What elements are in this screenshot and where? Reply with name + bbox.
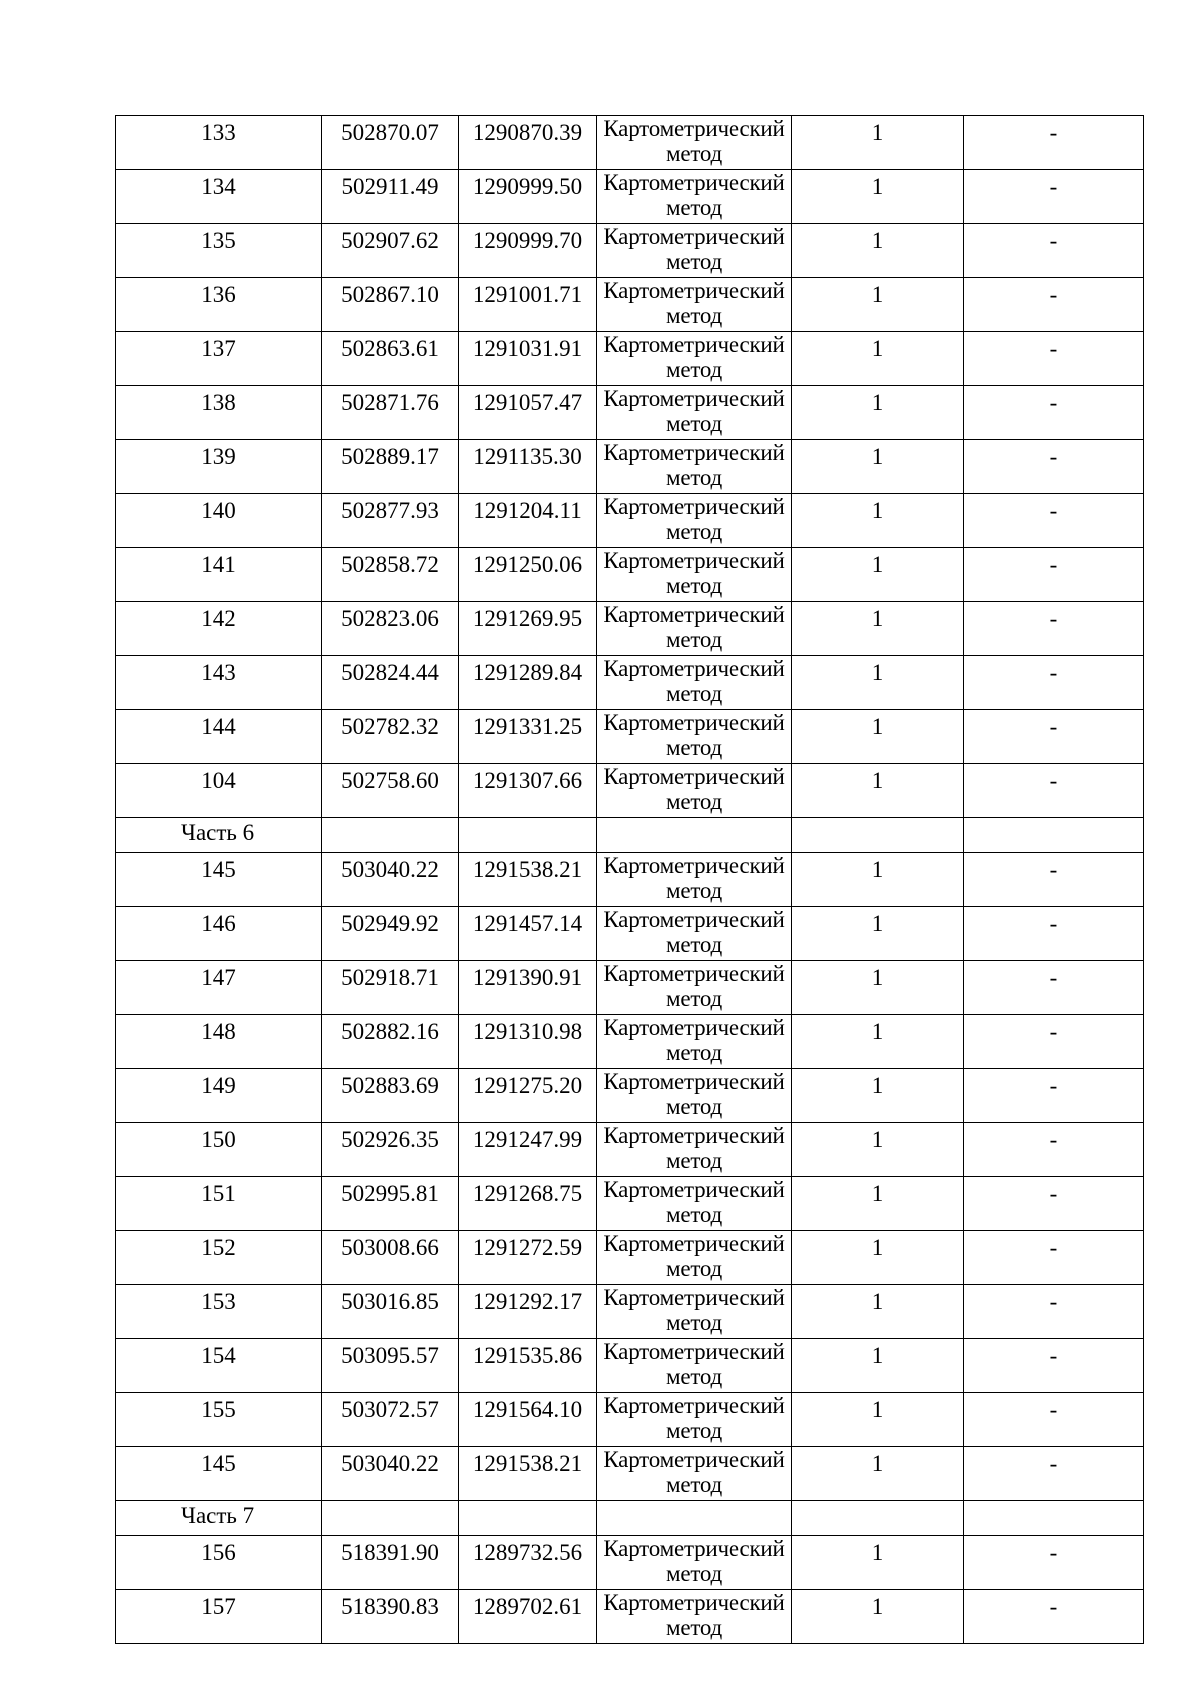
method-line-2: метод (665, 932, 723, 957)
coord-x-cell: 502758.60 (322, 764, 459, 818)
accuracy-cell: 1 (792, 764, 964, 818)
description-cell: - (964, 386, 1144, 440)
coord-y-cell: 1291292.17 (459, 1285, 597, 1339)
table-row (116, 224, 1144, 278)
section-header-row (116, 1501, 1144, 1536)
point-number-cell: 104 (116, 764, 322, 818)
coord-y-cell: 1291564.10 (459, 1393, 597, 1447)
point-number-cell: 147 (116, 961, 322, 1015)
accuracy-cell: 1 (792, 1447, 964, 1501)
method-cell (597, 278, 792, 332)
coord-y-cell: 1291001.71 (459, 278, 597, 332)
method-cell (597, 1339, 792, 1393)
description-cell: - (964, 764, 1144, 818)
method-line-1: Картометрический (603, 1393, 785, 1418)
method-line-1: Картометрический (603, 710, 785, 735)
section-label: Часть 6 (116, 818, 322, 853)
accuracy-cell: 1 (792, 1285, 964, 1339)
description-cell: - (964, 853, 1144, 907)
table-row (116, 907, 1144, 961)
empty-cell (322, 1501, 459, 1536)
description-cell: - (964, 1015, 1144, 1069)
method-cell (597, 656, 792, 710)
description-cell: - (964, 1590, 1144, 1644)
method-line-1: Картометрический (603, 853, 785, 878)
coord-x-cell: 502782.32 (322, 710, 459, 764)
method-line-1: Картометрический (603, 170, 785, 195)
coord-y-cell: 1291272.59 (459, 1231, 597, 1285)
method-line-2: метод (665, 1094, 723, 1119)
accuracy-cell: 1 (792, 1069, 964, 1123)
accuracy-cell: 1 (792, 853, 964, 907)
point-number-cell: 136 (116, 278, 322, 332)
table-row (116, 494, 1144, 548)
coord-y-cell: 1291269.95 (459, 602, 597, 656)
point-number-cell: 133 (116, 116, 322, 170)
table-row (116, 278, 1144, 332)
table-row (116, 1393, 1144, 1447)
method-line-2: метод (665, 357, 723, 382)
coord-y-cell: 1291031.91 (459, 332, 597, 386)
coord-x-cell: 503095.57 (322, 1339, 459, 1393)
description-cell: - (964, 278, 1144, 332)
method-cell (597, 853, 792, 907)
method-line-2: метод (665, 681, 723, 706)
point-number-cell: 152 (116, 1231, 322, 1285)
point-number-cell: 151 (116, 1177, 322, 1231)
coord-x-cell: 503072.57 (322, 1393, 459, 1447)
method-line-1: Картометрический (603, 278, 785, 303)
point-number-cell: 134 (116, 170, 322, 224)
accuracy-cell: 1 (792, 278, 964, 332)
coord-x-cell: 502871.76 (322, 386, 459, 440)
coord-y-cell: 1291538.21 (459, 853, 597, 907)
method-line-1: Картометрический (603, 656, 785, 681)
method-line-2: метод (665, 986, 723, 1011)
method-line-1: Картометрический (603, 1015, 785, 1040)
coord-y-cell: 1291275.20 (459, 1069, 597, 1123)
description-cell: - (964, 1231, 1144, 1285)
point-number-cell: 146 (116, 907, 322, 961)
table-row (116, 1536, 1144, 1590)
description-cell: - (964, 116, 1144, 170)
accuracy-cell: 1 (792, 710, 964, 764)
method-line-2: метод (665, 878, 723, 903)
description-cell: - (964, 170, 1144, 224)
accuracy-cell: 1 (792, 224, 964, 278)
point-number-cell: 137 (116, 332, 322, 386)
table-row (116, 440, 1144, 494)
accuracy-cell: 1 (792, 170, 964, 224)
method-line-1: Картометрический (603, 1536, 785, 1561)
method-line-2: метод (665, 1040, 723, 1065)
coord-x-cell: 502882.16 (322, 1015, 459, 1069)
method-line-1: Картометрический (603, 1069, 785, 1094)
coord-y-cell: 1291310.98 (459, 1015, 597, 1069)
method-line-1: Картометрический (603, 386, 785, 411)
table-row (116, 1590, 1144, 1644)
method-line-1: Картометрический (603, 907, 785, 932)
coord-x-cell: 502949.92 (322, 907, 459, 961)
accuracy-cell: 1 (792, 1015, 964, 1069)
accuracy-cell: 1 (792, 440, 964, 494)
empty-cell (459, 818, 597, 853)
accuracy-cell: 1 (792, 386, 964, 440)
method-line-2: метод (665, 249, 723, 274)
coord-y-cell: 1291057.47 (459, 386, 597, 440)
empty-cell (459, 1501, 597, 1536)
method-cell (597, 224, 792, 278)
description-cell: - (964, 440, 1144, 494)
coord-x-cell: 503040.22 (322, 1447, 459, 1501)
method-cell (597, 1590, 792, 1644)
method-cell (597, 386, 792, 440)
point-number-cell: 135 (116, 224, 322, 278)
point-number-cell: 150 (116, 1123, 322, 1177)
coord-x-cell: 502824.44 (322, 656, 459, 710)
method-line-1: Картометрический (603, 1123, 785, 1148)
table-row (116, 764, 1144, 818)
method-line-2: метод (665, 195, 723, 220)
method-cell (597, 907, 792, 961)
coordinates-table-body (116, 116, 1144, 1644)
table-row (116, 710, 1144, 764)
point-number-cell: 155 (116, 1393, 322, 1447)
coord-x-cell: 502911.49 (322, 170, 459, 224)
coord-y-cell: 1291307.66 (459, 764, 597, 818)
accuracy-cell: 1 (792, 1339, 964, 1393)
method-line-1: Картометрический (603, 1177, 785, 1202)
method-line-1: Картометрический (603, 1447, 785, 1472)
coord-x-cell: 502870.07 (322, 116, 459, 170)
coord-y-cell: 1291204.11 (459, 494, 597, 548)
accuracy-cell: 1 (792, 656, 964, 710)
coord-x-cell: 502867.10 (322, 278, 459, 332)
description-cell: - (964, 602, 1144, 656)
method-cell (597, 1285, 792, 1339)
section-header-row (116, 818, 1144, 853)
empty-cell (964, 818, 1144, 853)
accuracy-cell: 1 (792, 494, 964, 548)
method-line-1: Картометрический (603, 494, 785, 519)
method-cell (597, 494, 792, 548)
description-cell: - (964, 224, 1144, 278)
description-cell: - (964, 710, 1144, 764)
method-cell (597, 440, 792, 494)
point-number-cell: 153 (116, 1285, 322, 1339)
empty-cell (597, 818, 792, 853)
description-cell: - (964, 1393, 1144, 1447)
description-cell: - (964, 332, 1144, 386)
table-row (116, 116, 1144, 170)
table-row (116, 1231, 1144, 1285)
point-number-cell: 149 (116, 1069, 322, 1123)
point-number-cell: 145 (116, 1447, 322, 1501)
coord-x-cell: 518391.90 (322, 1536, 459, 1590)
table-row (116, 853, 1144, 907)
method-line-1: Картометрический (603, 1231, 785, 1256)
method-line-2: метод (665, 627, 723, 652)
method-cell (597, 1447, 792, 1501)
coord-x-cell: 502858.72 (322, 548, 459, 602)
point-number-cell: 154 (116, 1339, 322, 1393)
method-cell (597, 332, 792, 386)
coord-x-cell: 502863.61 (322, 332, 459, 386)
description-cell: - (964, 494, 1144, 548)
coord-x-cell: 503016.85 (322, 1285, 459, 1339)
coord-x-cell: 502926.35 (322, 1123, 459, 1177)
accuracy-cell: 1 (792, 548, 964, 602)
section-label: Часть 7 (116, 1501, 322, 1536)
method-line-1: Картометрический (603, 602, 785, 627)
method-cell (597, 710, 792, 764)
description-cell: - (964, 548, 1144, 602)
coord-y-cell: 1291268.75 (459, 1177, 597, 1231)
coord-x-cell: 502889.17 (322, 440, 459, 494)
method-line-2: метод (665, 411, 723, 436)
coord-y-cell: 1291331.25 (459, 710, 597, 764)
method-line-2: метод (665, 1364, 723, 1389)
coord-x-cell: 502883.69 (322, 1069, 459, 1123)
accuracy-cell: 1 (792, 116, 964, 170)
method-line-2: метод (665, 303, 723, 328)
accuracy-cell: 1 (792, 1393, 964, 1447)
method-line-1: Картометрический (603, 332, 785, 357)
description-cell: - (964, 1285, 1144, 1339)
description-cell: - (964, 656, 1144, 710)
coord-y-cell: 1290999.50 (459, 170, 597, 224)
method-cell (597, 1231, 792, 1285)
coord-y-cell: 1289732.56 (459, 1536, 597, 1590)
method-line-2: метод (665, 1418, 723, 1443)
accuracy-cell: 1 (792, 907, 964, 961)
point-number-cell: 142 (116, 602, 322, 656)
method-line-2: метод (665, 141, 723, 166)
method-line-2: метод (665, 519, 723, 544)
table-row (116, 602, 1144, 656)
method-line-2: метод (665, 1256, 723, 1281)
coord-x-cell: 518390.83 (322, 1590, 459, 1644)
coord-y-cell: 1291135.30 (459, 440, 597, 494)
method-line-2: метод (665, 573, 723, 598)
method-line-1: Картометрический (603, 440, 785, 465)
coordinates-table (115, 115, 1144, 1644)
method-line-1: Картометрический (603, 961, 785, 986)
description-cell: - (964, 1069, 1144, 1123)
table-row (116, 1285, 1144, 1339)
method-line-2: метод (665, 1561, 723, 1586)
table-row (116, 1447, 1144, 1501)
method-line-1: Картометрический (603, 1285, 785, 1310)
accuracy-cell: 1 (792, 1590, 964, 1644)
table-row (116, 1069, 1144, 1123)
coord-x-cell: 502877.93 (322, 494, 459, 548)
accuracy-cell: 1 (792, 1177, 964, 1231)
point-number-cell: 139 (116, 440, 322, 494)
method-line-2: метод (665, 1202, 723, 1227)
empty-cell (964, 1501, 1144, 1536)
method-line-1: Картометрический (603, 1590, 785, 1615)
coord-y-cell: 1291535.86 (459, 1339, 597, 1393)
accuracy-cell: 1 (792, 1536, 964, 1590)
method-line-1: Картометрический (603, 116, 785, 141)
table-row (116, 1339, 1144, 1393)
accuracy-cell: 1 (792, 602, 964, 656)
method-line-1: Картометрический (603, 224, 785, 249)
table-row (116, 332, 1144, 386)
description-cell: - (964, 1536, 1144, 1590)
coord-y-cell: 1291247.99 (459, 1123, 597, 1177)
table-row (116, 1015, 1144, 1069)
accuracy-cell: 1 (792, 332, 964, 386)
method-line-1: Картометрический (603, 548, 785, 573)
method-cell (597, 1015, 792, 1069)
accuracy-cell: 1 (792, 1231, 964, 1285)
method-line-2: метод (665, 789, 723, 814)
coord-y-cell: 1290870.39 (459, 116, 597, 170)
coord-y-cell: 1291390.91 (459, 961, 597, 1015)
method-cell (597, 1123, 792, 1177)
empty-cell (597, 1501, 792, 1536)
point-number-cell: 157 (116, 1590, 322, 1644)
point-number-cell: 145 (116, 853, 322, 907)
table-row (116, 386, 1144, 440)
method-cell (597, 1177, 792, 1231)
point-number-cell: 140 (116, 494, 322, 548)
empty-cell (792, 1501, 964, 1536)
description-cell: - (964, 1123, 1144, 1177)
method-line-2: метод (665, 735, 723, 760)
point-number-cell: 148 (116, 1015, 322, 1069)
method-line-2: метод (665, 1472, 723, 1497)
method-line-2: метод (665, 465, 723, 490)
coord-y-cell: 1291250.06 (459, 548, 597, 602)
description-cell: - (964, 1177, 1144, 1231)
method-cell (597, 1536, 792, 1590)
coord-x-cell: 502907.62 (322, 224, 459, 278)
method-line-1: Картометрический (603, 764, 785, 789)
method-cell (597, 116, 792, 170)
point-number-cell: 144 (116, 710, 322, 764)
coord-x-cell: 502918.71 (322, 961, 459, 1015)
coord-y-cell: 1291289.84 (459, 656, 597, 710)
point-number-cell: 143 (116, 656, 322, 710)
coord-y-cell: 1291457.14 (459, 907, 597, 961)
description-cell: - (964, 1339, 1144, 1393)
method-cell (597, 548, 792, 602)
point-number-cell: 138 (116, 386, 322, 440)
description-cell: - (964, 961, 1144, 1015)
method-cell (597, 961, 792, 1015)
method-line-2: метод (665, 1615, 723, 1640)
description-cell: - (964, 1447, 1144, 1501)
method-cell (597, 1069, 792, 1123)
point-number-cell: 141 (116, 548, 322, 602)
table-row (116, 170, 1144, 224)
coord-x-cell: 502823.06 (322, 602, 459, 656)
method-cell (597, 764, 792, 818)
method-line-2: метод (665, 1148, 723, 1173)
empty-cell (322, 818, 459, 853)
accuracy-cell: 1 (792, 961, 964, 1015)
method-line-1: Картометрический (603, 1339, 785, 1364)
coord-x-cell: 503040.22 (322, 853, 459, 907)
table-row (116, 656, 1144, 710)
table-row (116, 1123, 1144, 1177)
method-line-2: метод (665, 1310, 723, 1335)
point-number-cell: 156 (116, 1536, 322, 1590)
table-row (116, 548, 1144, 602)
coord-x-cell: 502995.81 (322, 1177, 459, 1231)
table-row (116, 1177, 1144, 1231)
coord-y-cell: 1290999.70 (459, 224, 597, 278)
accuracy-cell: 1 (792, 1123, 964, 1177)
method-cell (597, 602, 792, 656)
coord-x-cell: 503008.66 (322, 1231, 459, 1285)
coord-y-cell: 1291538.21 (459, 1447, 597, 1501)
table-row (116, 961, 1144, 1015)
method-cell (597, 170, 792, 224)
method-cell (597, 1393, 792, 1447)
description-cell: - (964, 907, 1144, 961)
empty-cell (792, 818, 964, 853)
coord-y-cell: 1289702.61 (459, 1590, 597, 1644)
